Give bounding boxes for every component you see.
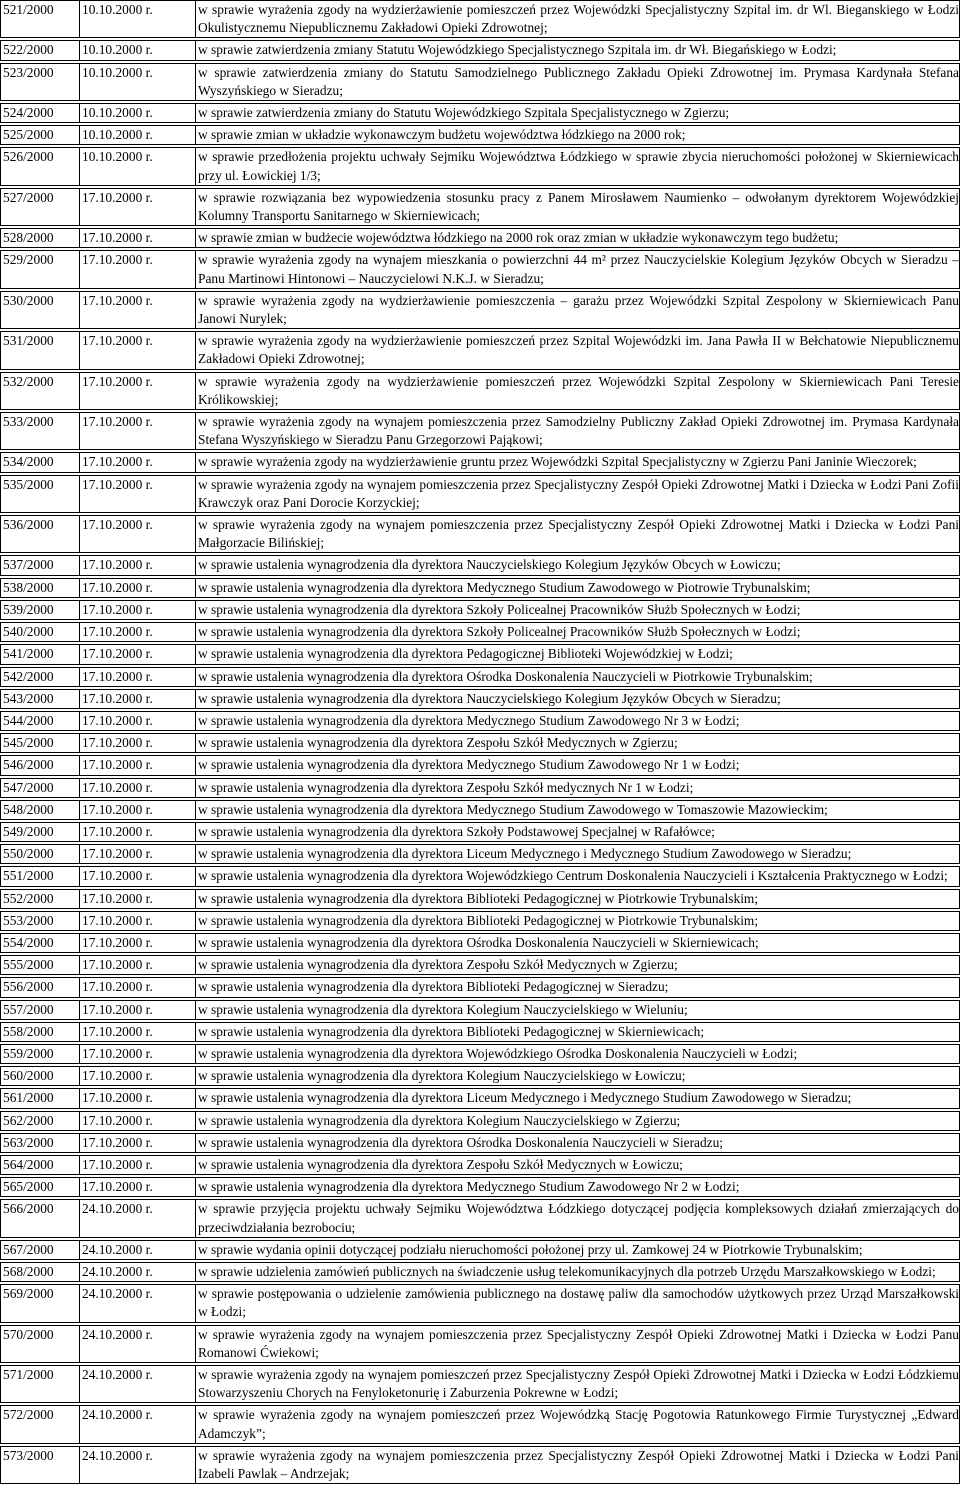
table-row [1, 889, 960, 908]
resolution-date: 17.10.2000 r. [80, 756, 196, 775]
resolution-date: 17.10.2000 r. [80, 372, 196, 409]
resolution-description: w sprawie zatwierdzenia zmiany do Statutu Wojewódzkiego Szpitala Specjalistycznego w Zgierzu; [196, 104, 960, 123]
resolutions-table-body [1, 1, 960, 1484]
resolution-description: w sprawie przyjęcia projektu uchwały Sejmiku Województwa Łódzkiego dotyczącej podjęcia kompleksowych działań zmierzających do przeciwdziałania bezrobociu; [196, 1200, 960, 1237]
table-row [1, 1240, 960, 1259]
resolution-number: 557/2000 [1, 1000, 80, 1019]
table-row [1, 188, 960, 225]
resolution-description: w sprawie wydania opinii dotyczącej podziału nieruchomości położonej przy ul. Zamkowej 24 w Piotrkowie Trybunalskim; [196, 1240, 960, 1259]
resolution-date: 17.10.2000 r. [80, 711, 196, 730]
resolution-description: w sprawie wyrażenia zgody na wynajem pomieszczenia przez Samodzielny Publiczny Zakład Opieki Zdrowotnej im. Prymasa Kardynała Stefana Wyszyńskiego w Sieradzu Panu Grzegorzowi Pająkowi; [196, 413, 960, 450]
resolution-description: w sprawie ustalenia wynagrodzenia dla dyrektora Wojewódzkiego Ośrodka Doskonalenia Nauczycieli w Łodzi; [196, 1044, 960, 1063]
resolution-number: 561/2000 [1, 1089, 80, 1108]
resolution-description: w sprawie wyrażenia zgody na wynajem pomieszczenia przez Specjalistyczny Zespół Opieki Zdrowotnej Matki i Dziecka w Łodzi Pani Izabeli Pawlak – Andrzejak; [196, 1446, 960, 1483]
resolution-number: 530/2000 [1, 291, 80, 328]
table-row [1, 822, 960, 841]
resolution-number: 555/2000 [1, 956, 80, 975]
resolution-description: w sprawie postępowania o udzielenie zamówienia publicznego na dostawę paliw dla samochodów użytkowych przez Urząd Marszałkowski w Łodzi; [196, 1285, 960, 1322]
table-row [1, 911, 960, 930]
table-row [1, 867, 960, 886]
resolution-number: 531/2000 [1, 332, 80, 369]
resolution-number: 537/2000 [1, 556, 80, 575]
table-row [1, 978, 960, 997]
resolution-description: w sprawie rozwiązania bez wypowiedzenia stosunku pracy z Panem Mirosławem Naumienko – odwołanym dyrektorem Wojewódzkiej Kolumny Transportu Sanitarnego w Skierniewicach; [196, 188, 960, 225]
resolution-number: 538/2000 [1, 578, 80, 597]
resolution-date: 17.10.2000 r. [80, 556, 196, 575]
resolution-number: 522/2000 [1, 41, 80, 60]
table-row [1, 933, 960, 952]
resolution-description: w sprawie ustalenia wynagrodzenia dla dyrektora Medycznego Studium Zawodowego Nr 3 w Łodzi; [196, 711, 960, 730]
resolution-date: 17.10.2000 r. [80, 1000, 196, 1019]
resolution-number: 533/2000 [1, 413, 80, 450]
resolution-description: w sprawie ustalenia wynagrodzenia dla dyrektora Ośrodka Doskonalenia Nauczycieli w Piotrkowie Trybunalskim; [196, 667, 960, 686]
table-row [1, 578, 960, 597]
resolution-description: w sprawie ustalenia wynagrodzenia dla dyrektora Szkoły Policealnej Pracowników Służb Społecznych w Łodzi; [196, 600, 960, 619]
table-row [1, 372, 960, 409]
resolution-date: 24.10.2000 r. [80, 1325, 196, 1362]
table-row [1, 1155, 960, 1174]
resolution-description: w sprawie ustalenia wynagrodzenia dla dyrektora Biblioteki Pedagogicznej w Skierniewicach; [196, 1022, 960, 1041]
resolution-date: 17.10.2000 r. [80, 188, 196, 225]
resolution-date: 17.10.2000 r. [80, 291, 196, 328]
resolution-date: 17.10.2000 r. [80, 645, 196, 664]
resolution-description: w sprawie wyrażenia zgody na wydzierżawienie gruntu przez Wojewódzki Szpital Specjalistyczny w Zgierzu Pani Janinie Wieczorek; [196, 453, 960, 472]
resolution-number: 547/2000 [1, 778, 80, 797]
table-row [1, 1000, 960, 1019]
resolution-date: 17.10.2000 r. [80, 516, 196, 553]
resolution-number: 552/2000 [1, 889, 80, 908]
resolution-number: 553/2000 [1, 911, 80, 930]
table-row [1, 734, 960, 753]
resolution-number: 565/2000 [1, 1178, 80, 1197]
resolution-date: 17.10.2000 r. [80, 229, 196, 248]
resolution-date: 10.10.2000 r. [80, 41, 196, 60]
resolution-number: 541/2000 [1, 645, 80, 664]
table-row [1, 1366, 960, 1403]
resolution-description: w sprawie udzielenia zamówień publicznych na świadczenie usług telekomunikacyjnych dla potrzeb Urzędu Marszałkowskiego w Łodzi; [196, 1262, 960, 1281]
resolution-description: w sprawie wyrażenia zgody na wynajem mieszkania o powierzchni 44 m² przez Nauczycielskie Kolegium Języków Obcych w Sieradzu – Panu Martinowi Hintonowi – Nauczycielowi N.K.J. w Sieradzu; [196, 251, 960, 288]
resolution-number: 551/2000 [1, 867, 80, 886]
resolution-number: 536/2000 [1, 516, 80, 553]
resolution-description: w sprawie ustalenia wynagrodzenia dla dyrektora Biblioteki Pedagogicznej w Piotrkowie Trybunalskim; [196, 889, 960, 908]
resolution-description: w sprawie wyrażenia zgody na wydzierżawienie pomieszczeń przez Wojewódzki Specjalistyczny Szpital im. dr Wl. Bieganskiego w Łodzi Okulistycznemu Niepublicznemu Zakładowi Opieki Zdrowotnej; [196, 1, 960, 38]
resolution-number: 524/2000 [1, 104, 80, 123]
resolution-date: 17.10.2000 r. [80, 332, 196, 369]
table-row [1, 845, 960, 864]
resolution-date: 24.10.2000 r. [80, 1200, 196, 1237]
resolution-number: 558/2000 [1, 1022, 80, 1041]
table-row [1, 1446, 960, 1483]
resolution-date: 24.10.2000 r. [80, 1262, 196, 1281]
resolution-description: w sprawie ustalenia wynagrodzenia dla dyrektora Zespołu Szkół Medycznych w Zgierzu; [196, 956, 960, 975]
resolution-description: w sprawie ustalenia wynagrodzenia dla dyrektora Medycznego Studium Zawodowego Nr 1 w Łodzi; [196, 756, 960, 775]
resolution-number: 526/2000 [1, 148, 80, 185]
resolution-date: 17.10.2000 r. [80, 475, 196, 512]
resolution-number: 573/2000 [1, 1446, 80, 1483]
resolution-date: 17.10.2000 r. [80, 1133, 196, 1152]
resolution-number: 569/2000 [1, 1285, 80, 1322]
resolution-number: 549/2000 [1, 822, 80, 841]
resolution-number: 521/2000 [1, 1, 80, 38]
resolution-description: w sprawie ustalenia wynagrodzenia dla dyrektora Ośrodka Doskonalenia Nauczycieli w Skierniewicach; [196, 933, 960, 952]
resolution-date: 17.10.2000 r. [80, 822, 196, 841]
resolution-date: 10.10.2000 r. [80, 126, 196, 145]
table-row [1, 1, 960, 38]
resolution-number: 572/2000 [1, 1406, 80, 1443]
resolution-date: 24.10.2000 r. [80, 1366, 196, 1403]
resolution-description: w sprawie ustalenia wynagrodzenia dla dyrektora Medycznego Studium Zawodowego Nr 2 w Łodzi; [196, 1178, 960, 1197]
table-row [1, 711, 960, 730]
resolution-number: 563/2000 [1, 1133, 80, 1152]
table-row [1, 756, 960, 775]
table-row [1, 1133, 960, 1152]
resolution-date: 10.10.2000 r. [80, 104, 196, 123]
resolution-description: w sprawie wyrażenia zgody na wynajem pomieszczenia przez Specjalistyczny Zespół Opieki Zdrowotnej Matki i Dziecka w Łodzi Panu Romanowi Ćwiekowi; [196, 1325, 960, 1362]
resolution-description: w sprawie wyrażenia zgody na wydzierżawienie pomieszczeń przez Wojewódzki Szpital Zespolony w Skierniewicach Pani Teresie Królikowskiej; [196, 372, 960, 409]
resolution-number: 556/2000 [1, 978, 80, 997]
table-row [1, 126, 960, 145]
resolution-date: 17.10.2000 r. [80, 867, 196, 886]
table-row [1, 1325, 960, 1362]
resolution-date: 17.10.2000 r. [80, 623, 196, 642]
resolution-description: w sprawie ustalenia wynagrodzenia dla dyrektora Biblioteki Pedagogicznej w Sieradzu; [196, 978, 960, 997]
table-row [1, 1022, 960, 1041]
resolution-number: 543/2000 [1, 689, 80, 708]
resolution-date: 17.10.2000 r. [80, 453, 196, 472]
resolution-date: 17.10.2000 r. [80, 734, 196, 753]
resolution-date: 10.10.2000 r. [80, 148, 196, 185]
table-row [1, 413, 960, 450]
resolution-date: 17.10.2000 r. [80, 911, 196, 930]
resolution-number: 566/2000 [1, 1200, 80, 1237]
resolution-description: w sprawie ustalenia wynagrodzenia dla dyrektora Zespołu Szkół Medycznych w Łowiczu; [196, 1155, 960, 1174]
resolution-number: 532/2000 [1, 372, 80, 409]
table-row [1, 332, 960, 369]
resolution-date: 17.10.2000 r. [80, 1089, 196, 1108]
table-row [1, 1406, 960, 1443]
resolution-description: w sprawie ustalenia wynagrodzenia dla dyrektora Szkoły Policealnej Pracowników Służb Społecznych w Łodzi; [196, 623, 960, 642]
table-row [1, 800, 960, 819]
resolution-description: w sprawie wyrażenia zgody na wynajem pomieszczenia przez Specjalistyczny Zespół Opieki Zdrowotnej Matki i Dziecka w Łodzi Pani Zofii Krawczyk oraz Pani Dorocie Korzyckiej; [196, 475, 960, 512]
resolution-date: 17.10.2000 r. [80, 845, 196, 864]
resolution-description: w sprawie ustalenia wynagrodzenia dla dyrektora Nauczycielskiego Kolegium Języków Obcych w Sieradzu; [196, 689, 960, 708]
resolution-number: 559/2000 [1, 1044, 80, 1063]
table-row [1, 1111, 960, 1130]
resolution-number: 571/2000 [1, 1366, 80, 1403]
resolution-date: 10.10.2000 r. [80, 1, 196, 38]
resolution-description: w sprawie wyrażenia zgody na wynajem pomieszczeń przez Specjalistyczny Zespół Opieki Zdrowotnej Matki i Dziecka w Łodzi Łódzkiemu Stowarzyszeniu Chorych na Fenyloketonurię i Zaburzenia Pokrewne w Łodzi; [196, 1366, 960, 1403]
table-row [1, 689, 960, 708]
resolution-date: 17.10.2000 r. [80, 251, 196, 288]
resolution-date: 17.10.2000 r. [80, 933, 196, 952]
resolution-description: w sprawie przedłożenia projektu uchwały Sejmiku Województwa Łódzkiego w sprawie zbycia nieruchomości położonej w Skierniewicach przy ul. Łowickiej 1/3; [196, 148, 960, 185]
resolution-date: 17.10.2000 r. [80, 800, 196, 819]
resolution-date: 17.10.2000 r. [80, 1155, 196, 1174]
resolution-date: 17.10.2000 r. [80, 956, 196, 975]
table-row [1, 1044, 960, 1063]
resolution-date: 24.10.2000 r. [80, 1240, 196, 1259]
resolution-number: 525/2000 [1, 126, 80, 145]
resolution-description: w sprawie ustalenia wynagrodzenia dla dyrektora Kolegium Nauczycielskiego w Zgierzu; [196, 1111, 960, 1130]
resolution-description: w sprawie wyrażenia zgody na wynajem pomieszczenia przez Specjalistyczny Zespół Opieki Zdrowotnej Matki i Dziecka w Łodzi Pani Małgorzacie Bilińskiej; [196, 516, 960, 553]
table-row [1, 1285, 960, 1322]
resolution-description: w sprawie wyrażenia zgody na wydzierżawienie pomieszczenia – garażu przez Wojewódzki Szpital Zespolony w Skierniewicach Panu Janowi Nurylek; [196, 291, 960, 328]
resolution-description: w sprawie ustalenia wynagrodzenia dla dyrektora Ośrodka Doskonalenia Nauczycieli w Sieradzu; [196, 1133, 960, 1152]
resolution-number: 540/2000 [1, 623, 80, 642]
table-row [1, 645, 960, 664]
resolution-number: 523/2000 [1, 63, 80, 100]
resolution-number: 542/2000 [1, 667, 80, 686]
resolution-description: w sprawie ustalenia wynagrodzenia dla dyrektora Medycznego Studium Zawodowego w Tomaszowie Mazowieckim; [196, 800, 960, 819]
resolution-date: 17.10.2000 r. [80, 1111, 196, 1130]
resolution-number: 528/2000 [1, 229, 80, 248]
resolution-number: 550/2000 [1, 845, 80, 864]
resolution-date: 10.10.2000 r. [80, 63, 196, 100]
resolution-date: 17.10.2000 r. [80, 413, 196, 450]
table-row [1, 1262, 960, 1281]
resolution-date: 17.10.2000 r. [80, 578, 196, 597]
resolution-number: 567/2000 [1, 1240, 80, 1259]
table-row [1, 453, 960, 472]
resolution-description: w sprawie ustalenia wynagrodzenia dla dyrektora Pedagogicznej Biblioteki Wojewódzkiej w Łodzi; [196, 645, 960, 664]
resolution-date: 17.10.2000 r. [80, 667, 196, 686]
table-row [1, 229, 960, 248]
resolution-description: w sprawie ustalenia wynagrodzenia dla dyrektora Zespołu Szkół medycznych Nr 1 w Łodzi; [196, 778, 960, 797]
resolution-number: 539/2000 [1, 600, 80, 619]
resolution-date: 24.10.2000 r. [80, 1406, 196, 1443]
resolution-description: w sprawie wyrażenia zgody na wynajem pomieszczeń przez Wojewódzką Stację Pogotowia Ratunkowego Firmie Turystycznej „Edward Adamczyk”; [196, 1406, 960, 1443]
resolution-number: 548/2000 [1, 800, 80, 819]
resolution-date: 17.10.2000 r. [80, 600, 196, 619]
table-row [1, 63, 960, 100]
resolution-description: w sprawie ustalenia wynagrodzenia dla dyrektora Kolegium Nauczycielskiego w Wieluniu; [196, 1000, 960, 1019]
table-row [1, 956, 960, 975]
resolution-number: 527/2000 [1, 188, 80, 225]
resolution-date: 24.10.2000 r. [80, 1285, 196, 1322]
table-row [1, 104, 960, 123]
table-row [1, 778, 960, 797]
resolution-description: w sprawie ustalenia wynagrodzenia dla dyrektora Liceum Medycznego i Medycznego Studium Zawodowego w Sieradzu; [196, 1089, 960, 1108]
resolution-number: 562/2000 [1, 1111, 80, 1130]
resolution-description: w sprawie ustalenia wynagrodzenia dla dyrektora Wojewódzkiego Centrum Doskonalenia Nauczycieli i Kształcenia Praktycznego w Łodzi; [196, 867, 960, 886]
resolution-date: 17.10.2000 r. [80, 1178, 196, 1197]
resolution-description: w sprawie ustalenia wynagrodzenia dla dyrektora Kolegium Nauczycielskiego w Łowiczu; [196, 1067, 960, 1086]
table-row [1, 1178, 960, 1197]
resolution-description: w sprawie zmian w budżecie województwa łódzkiego na 2000 rok oraz zmian w układzie wykonawczym tego budżetu; [196, 229, 960, 248]
resolution-description: w sprawie wyrażenia zgody na wydzierżawienie pomieszczeń przez Szpital Wojewódzki im. Jana Pawła II w Bełchatowie Niepublicznemu Zakładowi Opieki Zdrowotnej; [196, 332, 960, 369]
table-row [1, 556, 960, 575]
resolution-number: 564/2000 [1, 1155, 80, 1174]
resolution-description: w sprawie ustalenia wynagrodzenia dla dyrektora Biblioteki Pedagogicznej w Piotrkowie Trybunalskim; [196, 911, 960, 930]
table-row [1, 148, 960, 185]
table-row [1, 291, 960, 328]
resolution-date: 17.10.2000 r. [80, 1044, 196, 1063]
resolution-date: 17.10.2000 r. [80, 689, 196, 708]
resolution-description: w sprawie ustalenia wynagrodzenia dla dyrektora Zespołu Szkół Medycznych w Zgierzu; [196, 734, 960, 753]
resolution-description: w sprawie zatwierdzenia zmiany Statutu Wojewódzkiego Specjalistycznego Szpitala im. dr Wł. Biegańskiego w Łodzi; [196, 41, 960, 60]
resolution-number: 554/2000 [1, 933, 80, 952]
table-row [1, 600, 960, 619]
resolution-number: 534/2000 [1, 453, 80, 472]
table-row [1, 41, 960, 60]
resolution-number: 545/2000 [1, 734, 80, 753]
resolution-description: w sprawie ustalenia wynagrodzenia dla dyrektora Liceum Medycznego i Medycznego Studium Zawodowego w Sieradzu; [196, 845, 960, 864]
resolution-date: 17.10.2000 r. [80, 1022, 196, 1041]
resolution-description: w sprawie zmian w układzie wykonawczym budżetu województwa łódzkiego na 2000 rok; [196, 126, 960, 145]
table-row [1, 1067, 960, 1086]
resolution-description: w sprawie ustalenia wynagrodzenia dla dyrektora Szkoły Podstawowej Specjalnej w Rafałówce; [196, 822, 960, 841]
resolution-date: 17.10.2000 r. [80, 889, 196, 908]
table-row [1, 623, 960, 642]
resolution-date: 17.10.2000 r. [80, 1067, 196, 1086]
table-row [1, 516, 960, 553]
resolution-date: 17.10.2000 r. [80, 978, 196, 997]
resolution-description: w sprawie zatwierdzenia zmiany do Statutu Samodzielnego Publicznego Zakładu Opieki Zdrowotnej im. Prymasa Kardynała Stefana Wyszyńskiego w Sieradzu; [196, 63, 960, 100]
resolution-description: w sprawie ustalenia wynagrodzenia dla dyrektora Medycznego Studium Zawodowego w Piotrowie Trybunalskim; [196, 578, 960, 597]
resolution-number: 529/2000 [1, 251, 80, 288]
resolution-date: 17.10.2000 r. [80, 778, 196, 797]
table-row [1, 1200, 960, 1237]
table-row [1, 667, 960, 686]
resolution-number: 546/2000 [1, 756, 80, 775]
resolution-number: 570/2000 [1, 1325, 80, 1362]
resolution-number: 544/2000 [1, 711, 80, 730]
resolution-date: 24.10.2000 r. [80, 1446, 196, 1483]
table-row [1, 475, 960, 512]
resolution-number: 568/2000 [1, 1262, 80, 1281]
resolution-number: 535/2000 [1, 475, 80, 512]
resolution-number: 560/2000 [1, 1067, 80, 1086]
table-row [1, 251, 960, 288]
resolution-description: w sprawie ustalenia wynagrodzenia dla dyrektora Nauczycielskiego Kolegium Języków Obcych w Łowiczu; [196, 556, 960, 575]
table-row [1, 1089, 960, 1108]
